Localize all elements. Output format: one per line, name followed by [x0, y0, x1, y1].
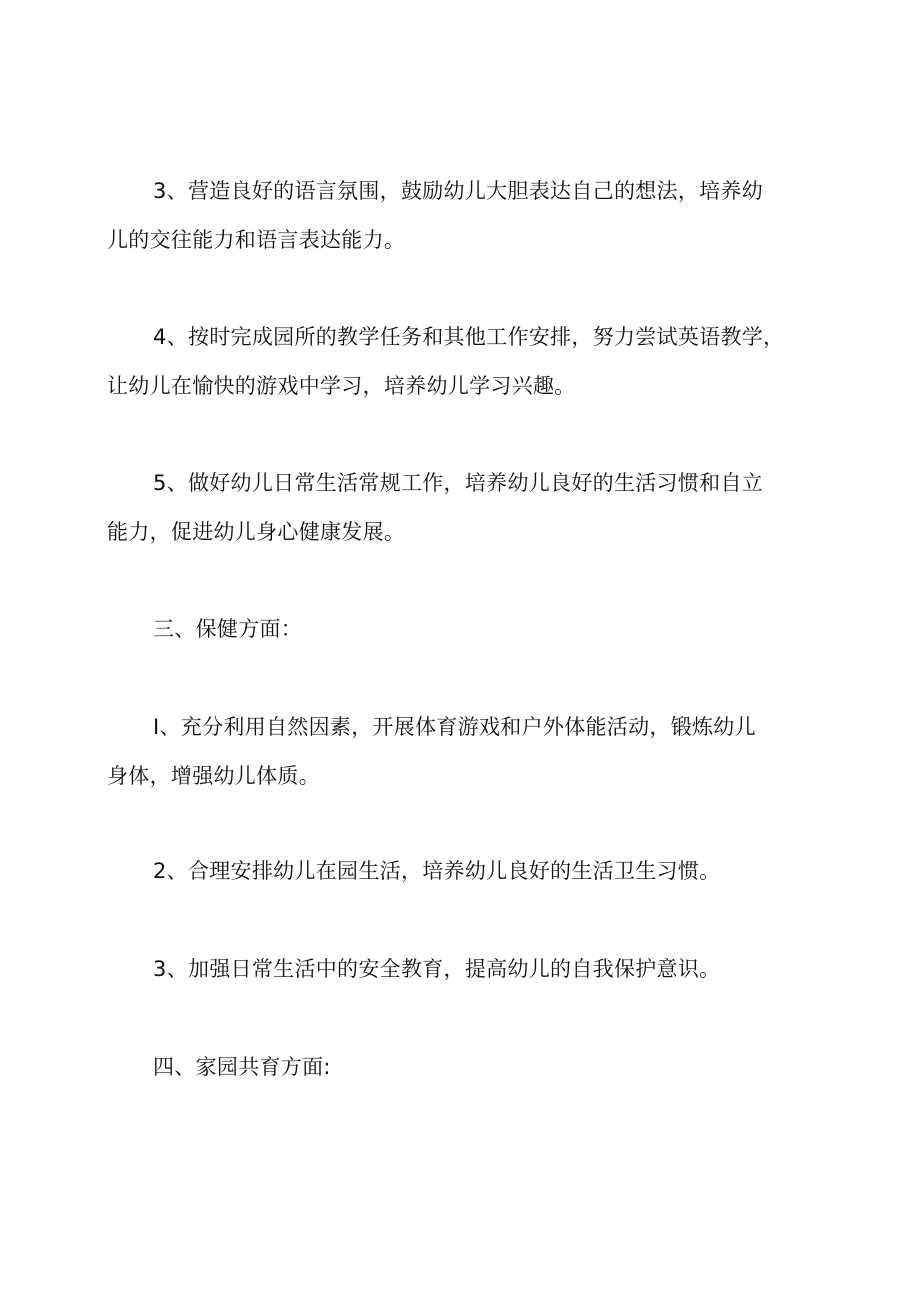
paragraph-3-line-1: 3、营造良好的语言氛围，鼓励幼儿大胆表达自己的想法，培养幼	[153, 179, 764, 203]
paragraph-4-line-1: 4、按时完成园所的教学任务和其他工作安排，努力尝试英语教学，	[153, 325, 785, 349]
paragraph-5-line-2: 能力，促进幼儿身心健康发展。	[107, 520, 406, 544]
paragraph-5-line-1: 5、做好幼儿日常生活常规工作，培养幼儿良好的生活习惯和自立	[153, 471, 764, 495]
section-heading-healthcare: 三、保健方面：	[153, 617, 303, 641]
paragraph-3-line-2: 儿的交往能力和语言表达能力。	[107, 228, 406, 252]
healthcare-item-1-line-1: I、充分利用自然因素，开展体育游戏和户外体能活动，锻炼幼儿	[153, 715, 756, 739]
healthcare-item-3: 3、加强日常生活中的安全教育，提高幼儿的自我保护意识。	[153, 957, 721, 981]
paragraph-4-line-2: 让幼儿在愉快的游戏中学习，培养幼儿学习兴趣。	[107, 374, 576, 398]
section-heading-home-school: 四、家园共育方面:	[153, 1055, 331, 1079]
healthcare-item-1-line-2: 身体，增强幼儿体质。	[107, 764, 320, 788]
healthcare-item-2: 2、合理安排幼儿在园生活，培养幼儿良好的生活卫生习惯。	[153, 859, 721, 883]
